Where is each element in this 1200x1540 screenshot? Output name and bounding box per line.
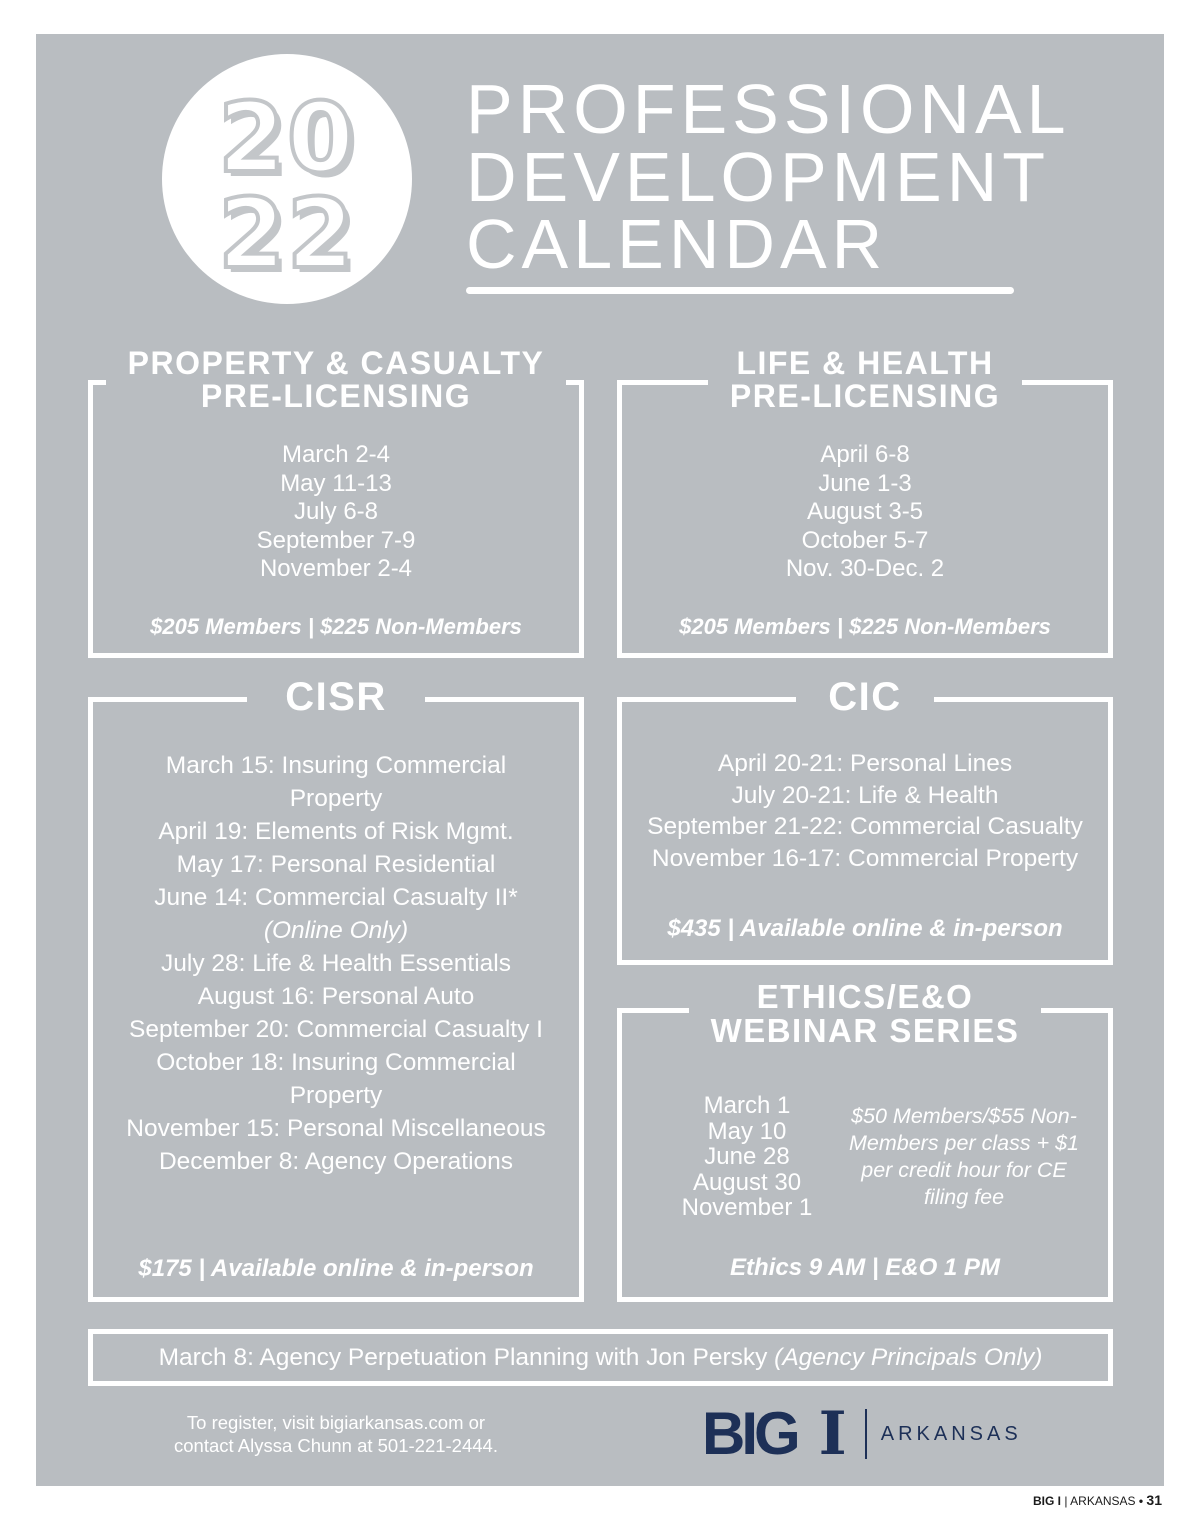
logo-big-text: BIG [702,1400,797,1467]
registration-info [136,1411,536,1457]
folio-brand: BIG I [1033,1494,1062,1508]
cisr-heading-text: CISR [247,675,425,719]
list-item: June 28 [704,1143,790,1170]
cisr-schedule [83,749,589,1178]
list-item: June 1-3 [818,469,912,497]
list-item: November 1 [681,1194,813,1221]
folio-separator: | [1064,1494,1068,1508]
ethics-heading-line-1: ETHICS/E&O [756,978,974,1015]
property-casualty-dates [93,441,579,584]
list-item: March 15: Insuring Commercial [165,752,507,779]
ethics-times: Ethics 9 AM | E&O 1 PM [730,1254,1000,1281]
list-item: August 3-5 [806,498,924,525]
page-title-line-3: CALENDAR [466,205,888,283]
page-number: 31 [1146,1492,1162,1508]
property-casualty-box [88,345,584,658]
life-health-box [617,345,1113,658]
year-badge [162,54,412,304]
list-item: August 30 [692,1168,802,1196]
title-underline [466,287,1014,294]
cic-price: $435 | Available online & in-person [667,915,1063,942]
cisr-heading [93,675,579,719]
life-health-dates [622,441,1108,584]
year-bottom-digits: 22 [218,178,356,290]
registration-line-1: To register, visit bigiarkansas.com or [186,1412,486,1433]
year-top-digits: 20 [218,82,356,194]
list-item: September 21-22: Commercial Casualty [647,813,1083,840]
list-item: Nov. 30-Dec. 2 [785,555,945,582]
list-item: May 17: Personal Residential [176,851,496,878]
list-item: November 2-4 [259,555,413,582]
special-event-bar [88,1329,1113,1386]
cisr-box [88,675,584,1302]
list-item: June 14: Commercial Casualty II* [154,884,518,911]
ethics-webinar-box [617,978,1113,1302]
cisr-price: $175 | Available online & in-person [138,1255,534,1282]
life-health-heading [622,347,1108,413]
special-event-text: March 8: Agency Perpetuation Planning with Jon Persky [158,1344,775,1371]
list-item: April 20-21: Personal Lines [717,750,1013,777]
property-casualty-price: $205 Members | $225 Non-Members [150,614,522,639]
property-casualty-heading-line-2: PRE-LICENSING [200,378,472,414]
ethics-heading-line-2: WEBINAR SERIES [710,1012,1020,1049]
cic-schedule [612,748,1118,874]
list-item: April 6-8 [820,441,910,468]
big-i-arkansas-logo [702,1399,1022,1469]
list-item: July 20-21: Life & Health [731,781,999,809]
cic-box [617,675,1113,965]
property-casualty-heading-line-1: PROPERTY & CASUALTY [127,345,545,381]
list-item: May 10 [707,1117,787,1145]
list-item: July 28: Life & Health Essentials [161,950,511,977]
logo-divider [865,1409,867,1459]
life-health-heading-line-2: PRE-LICENSING [729,378,1001,414]
list-item: October 5-7 [801,526,929,554]
list-item: March 2-4 [281,441,391,468]
list-item: Property [289,1082,383,1109]
page-title-line-2: DEVELOPMENT [466,138,1050,216]
list-item: July 6-8 [293,498,379,525]
list-item: December 8: Agency Operations [158,1148,514,1175]
folio-bullet: • [1138,1494,1144,1508]
registration-line-2: contact Alyssa Chunn at 501-221-2444. [174,1435,498,1456]
list-item: September 7-9 [256,526,416,554]
cic-heading-text: CIC [796,675,933,719]
cic-heading [622,675,1108,719]
list-item: November 15: Personal Miscellaneous [126,1115,546,1142]
special-event-note: (Agency Principals Only) [774,1344,1043,1371]
list-item: August 16: Personal Auto [197,983,475,1010]
life-health-heading-line-1: LIFE & HEALTH [736,345,994,381]
list-item: September 20: Commercial Casualty I [129,1016,543,1043]
page-title-line-1: PROFESSIONAL [466,70,1071,148]
logo-i-mark: I [818,1399,847,1469]
life-health-price: $205 Members | $225 Non-Members [679,614,1051,639]
list-item: October 18: Insuring Commercial [156,1049,516,1076]
list-item: May 11-13 [280,469,392,497]
list-item: April 19: Elements of Risk Mgmt. [158,818,514,845]
folio-state: ARKANSAS [1070,1494,1136,1508]
page-folio [1033,1492,1162,1508]
property-casualty-heading [93,347,579,413]
list-item: March 1 [703,1092,791,1119]
ethics-webinar-heading [622,980,1108,1048]
logo-state-text: ARKANSAS [880,1422,1022,1445]
ethics-fee: $50 Members/$55 Non-Members per class + $1 per credit hour for CE filing fee [848,1104,1080,1209]
list-item: November 16-17: Commercial Property [651,844,1079,872]
ethics-dates [662,1093,832,1221]
list-item: Property [289,785,383,812]
list-item: (Online Only) [263,917,409,944]
